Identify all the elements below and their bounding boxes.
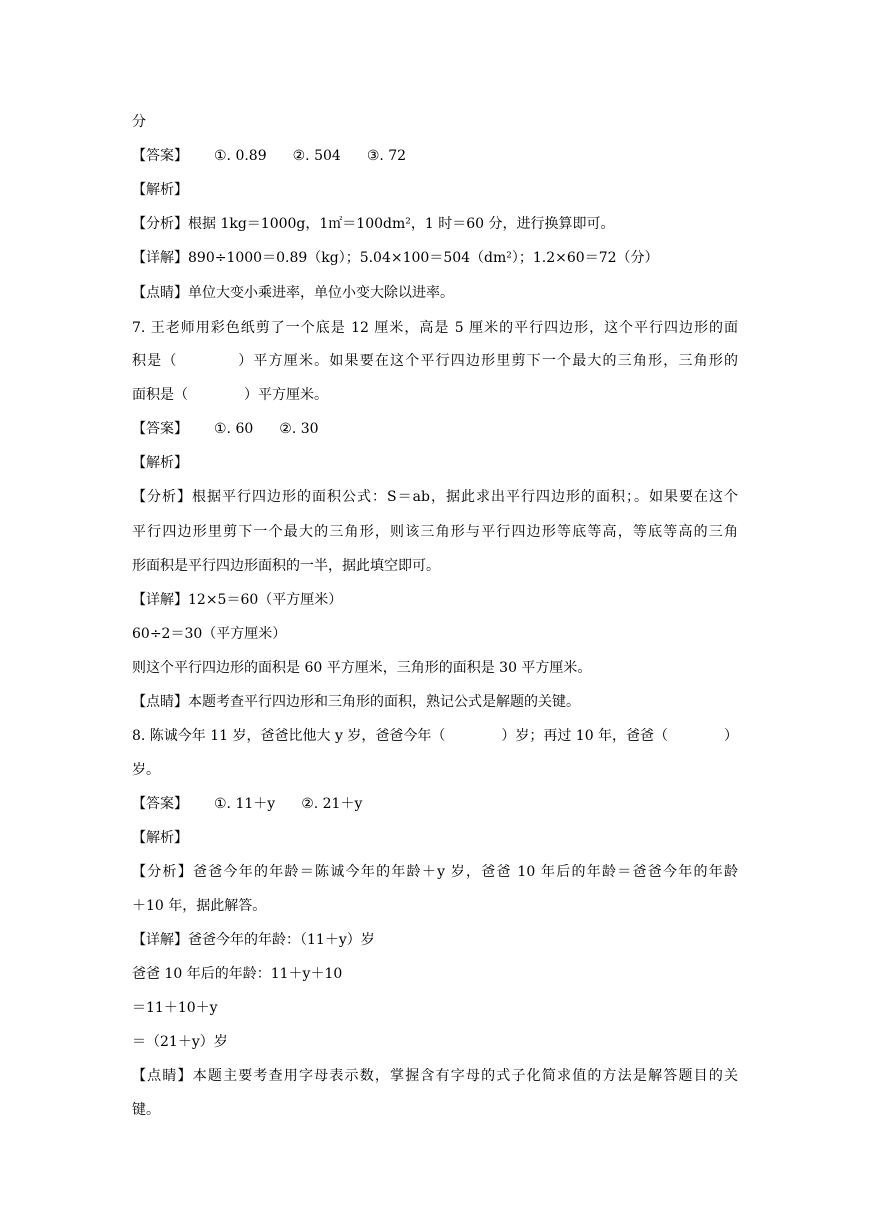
analysis-line: 【分析】根据 1kg＝1000g，1㎡＝100dm²，1 时＝60 分，进行换算即可。 — [132, 216, 615, 232]
question-line: 积是（ ）平方厘米。如果要在这个平行四边形里剪下一个最大的三角形，三角形的 — [132, 353, 738, 369]
comment-line: 键。 — [132, 1102, 160, 1118]
answer-item: ②. 504 — [292, 148, 341, 164]
answer-item: ②. 21＋y — [301, 796, 363, 812]
section-heading: 【解析】 — [132, 182, 188, 198]
detail-line: ＝11＋10＋y — [132, 1000, 218, 1016]
comment-line: 【点睛】单位大变小乘进率，单位小变大除以进率。 — [132, 285, 454, 301]
answer-item: ①. 0.89 — [214, 148, 267, 164]
answer-item: ①. 60 — [214, 421, 254, 437]
detail-line: 爸爸 10 年后的年龄：11＋y＋10 — [132, 966, 343, 982]
detail-line: 则这个平行四边形的面积是 60 平方厘米，三角形的面积是 30 平方厘米。 — [132, 660, 592, 676]
answer-item: ②. 30 — [279, 421, 319, 437]
analysis-line: ＋10 年，据此解答。 — [132, 898, 267, 914]
detail-line: ＝（21＋y）岁 — [132, 1034, 228, 1050]
analysis-line: 【分析】根据平行四边形的面积公式：S＝ab，据此求出平行四边形的面积；。如果要在这个 — [132, 489, 738, 505]
question-line: 岁。 — [132, 762, 160, 778]
answer-item: ③. 72 — [366, 148, 407, 164]
answer-line — [132, 419, 319, 439]
analysis-line: 形面积是平行四边形面积的一半，据此填空即可。 — [132, 558, 440, 574]
section-heading: 【解析】 — [132, 455, 188, 471]
detail-line: 【详解】12×5＝60（平方厘米） — [132, 592, 343, 608]
detail-line: 60÷2＝30（平方厘米） — [132, 626, 287, 642]
answer-item: ①. 11＋y — [214, 796, 276, 812]
question-line: 7. 王老师用彩色纸剪了一个底是 12 厘米，高是 5 厘米的平行四边形，这个平行四边形的面 — [132, 320, 738, 336]
detail-line: 【详解】爸爸今年的年龄：（11＋y）岁 — [132, 932, 375, 948]
question-line: 面积是（ ）平方厘米。 — [132, 387, 328, 403]
analysis-line: 【分析】爸爸今年的年龄＝陈诚今年的年龄＋y 岁，爸爸 10 年后的年龄＝爸爸今年的年龄 — [132, 864, 738, 880]
answer-tag: 【答案】 — [132, 796, 188, 812]
detail-line: 【详解】890÷1000＝0.89（kg）；5.04×100＝504（dm²）；1.2×60＝72（分） — [132, 250, 659, 266]
answer-line — [132, 794, 362, 814]
text-line: 分 — [132, 114, 146, 130]
comment-line: 【点睛】本题主要考查用字母表示数，掌握含有字母的式子化简求值的方法是解答题目的关 — [132, 1068, 738, 1084]
comment-line: 【点睛】本题考查平行四边形和三角形的面积，熟记公式是解题的关键。 — [132, 694, 580, 710]
answer-tag: 【答案】 — [132, 421, 188, 437]
analysis-line: 平行四边形里剪下一个最大的三角形，则该三角形与平行四边形等底等高，等底等高的三角 — [132, 524, 738, 540]
answer-line — [132, 146, 406, 166]
question-line: 8. 陈诚今年 11 岁，爸爸比他大 y 岁，爸爸今年（ ）岁；再过 10 年，爸爸（ ） — [132, 728, 739, 744]
answer-tag: 【答案】 — [132, 148, 188, 164]
section-heading: 【解析】 — [132, 830, 188, 846]
